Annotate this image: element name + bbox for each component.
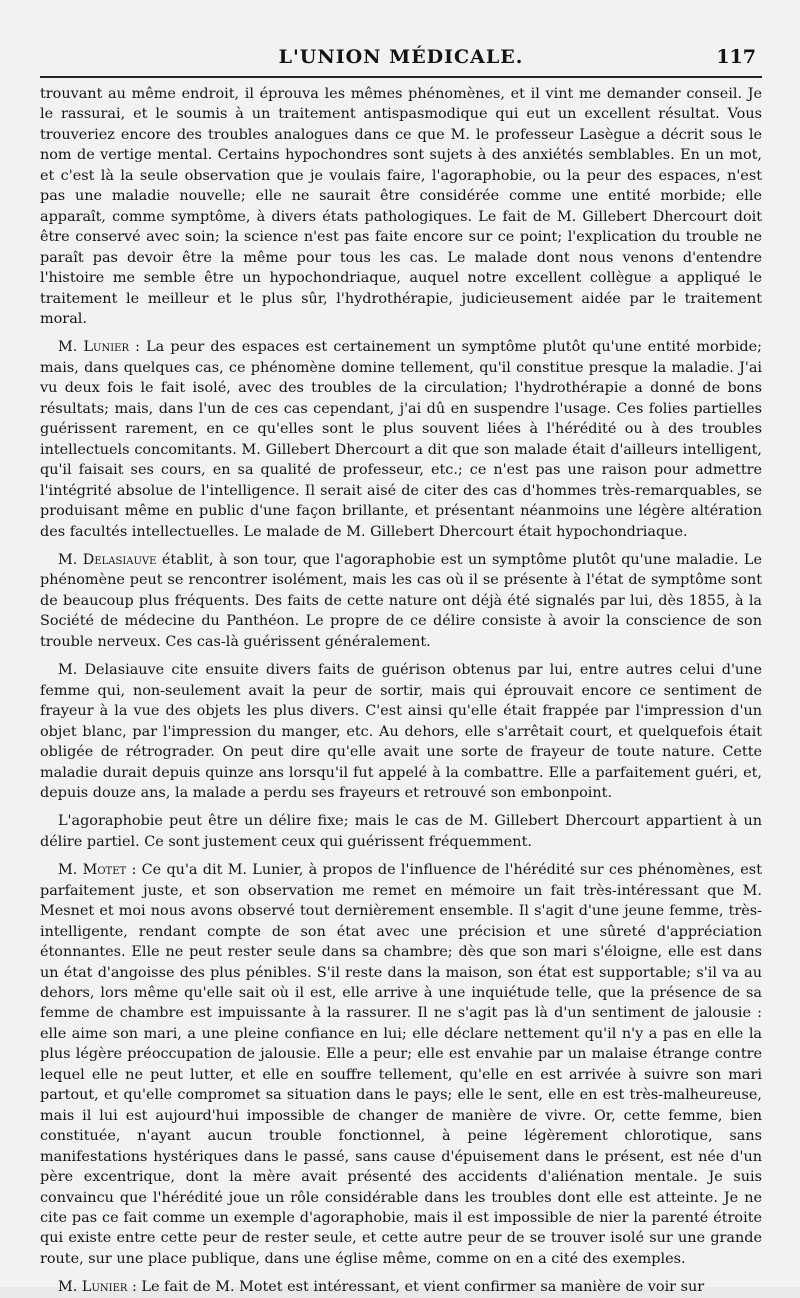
paragraph-text: : La peur des espaces est certainement un symptôme plutôt qu'une entité morbide; mais, dans quelques cas, ce phénomène domine tellement, qu'il constitue presque la maladie. J'ai vu deux fois le fait isolé, avec des troubles de la circulation; l'hydrothérapie a donné de bons résultats; mais, dans l'un de ces cas cependant, j'ai dû en suspendre l'usage. Ces folies partielles guérissent rarement, en ce qu'elles sont le plus souvent liées à l'hérédité ou à des troubles intellectuels concomitants. M. Gillebert Dhercourt a dit que son malade était d'ailleurs intelligent, qu'il faisait ses cours, en sa qualité de professeur, etc.; ce n'est pas une raison pour admettre l'intégrité absolue de l'intelligence. Il serait aisé de citer des cas d'hommes très-remarquables, se produisant même en public d'une façon brillante, et présentant néanmoins une légère altération des facultés intellectuelles. Le malade de M. Gillebert Dhercourt était hypochondriaque. xyxy=(40,339,762,540)
speaker-name: M. Motet xyxy=(58,862,127,879)
speaker-name: M. Lunier xyxy=(58,1279,128,1296)
article-body xyxy=(40,84,762,1298)
paragraph xyxy=(40,811,762,852)
paragraph-text: L'agoraphobie peut être un délire fixe; mais le cas de M. Gillebert Dhercourt appartient à un délire partiel. Ce sont justement ceux qui guérissent fréquemment. xyxy=(40,813,762,850)
paragraph xyxy=(40,860,762,1269)
page-number: 117 xyxy=(716,46,756,68)
speaker-name: M. Lunier xyxy=(58,339,129,356)
paragraph xyxy=(40,550,762,652)
paragraph-text: établit, à son tour, que l'agoraphobie est un symptôme plutôt qu'une maladie. Le phénomène peut se rencontrer isolément, mais les cas où il se présente à l'état de symptôme sont de beaucoup plus fréquents. Des faits de cette nature ont déjà été signalés par lui, dès 1855, à la Société de médecine du Panthéon. Le propre de ce délire consiste à avoir la conscience de son trouble nerveux. Ces cas-là guérissent généralement. xyxy=(40,551,762,650)
paragraph-text: : Le fait de M. Motet est intéressant, et vient confirmer sa manière de voir sur xyxy=(127,1279,705,1296)
paragraph xyxy=(40,337,762,542)
paragraph-text: trouvant au même endroit, il éprouva les mêmes phénomènes, et il vint me demander conseil. Je le rassurai, et le soumis à un traitement antispasmodique qui eut un excellent résultat. Vous trouveriez encore des troubles analogues dans ce que M. le professeur Lasègue a décrit sous le nom de vertige mental. Certains hypochondres sont sujets à des anxiétés semblables. En un mot, et c'est là la seule observation que je voulais faire, l'agoraphobie, ou la peur des espaces, n'est pas une maladie nouvelle; elle ne saurait être considérée comme une entité morbide; elle apparaît, comme symptôme, à divers états pathologiques. Le fait de M. Gillebert Dhercourt doit être conservé avec soin; la science n'est pas faite encore sur ce point; l'explication du trouble ne paraît pas devoir être la même pour tous les cas. Le malade dont nous venons d'entendre l'histoire me semble être un hypochondriaque, auquel notre excellent collègue a appliqué le traitement le meilleur et le plus sûr, l'hydrothérapie, judicieusement aidée par le traitement moral. xyxy=(40,86,762,327)
paragraph-text: : Ce qu'a dit M. Lunier, à propos de l'influence de l'hérédité sur ces phénomènes, est parfaitement juste, et son observation me remet en mémoire un fait très-intéressant que M. Mesnet et moi nous avons observé tout dernièrement ensemble. Il s'agit d'une jeune femme, très-intelligente, rendant compte de son état avec une précision et une sûreté d'appréciation étonnantes. Elle ne peut rester seule dans sa chambre; dès que son mari s'éloigne, elle est dans un état d'angoisse des plus pénibles. S'il reste dans la maison, son état est supportable; s'il va au dehors, lors même qu'elle sait où il est, elle arrive à une inquiétude telle, que la présence de sa femme de chambre est impuissante à la rassurer. Il ne s'agit pas là d'un sentiment de jalousie : elle aime son mari, a une pleine confiance en lui; elle déclare nettement qu'il n'y a pas en elle la plus légère préoccupation de jalousie. Elle a peur; elle est envahie par un malaise étrange contre lequel elle ne peut lutter, et elle en souffre tellement, qu'elle en est arrivée à suivre son mari partout, et qu'elle compromet sa situation dans le pays; elle le sent, elle en est très-malheureuse, mais il lui est aujourd'hui impossible de changer de manière de vivre. Or, cette femme, bien constituée, n'ayant aucun trouble fonctionnel, à peine légèrement chlorotique, sans manifestations hystériques dans le passé, sans cause d'épuisement dans le présent, est née d'un père excentrique, dont la mère avait présenté des accidents d'aliénation mentale. Je suis convaincu que l'hérédité joue un rôle considérable dans les troubles dont elle est atteinte. Je ne cite pas ce fait comme un exemple d'agoraphobie, mais il est impossible de nier la parenté étroite qui existe entre cette peur de rester seule, et cette autre peur de se trouver isolé sur une grande route, sur une place publique, dans une église même, comme on en a cité des exemples. xyxy=(40,862,762,1267)
paragraph-text: M. Delasiauve cite ensuite divers faits de guérison obtenus par lui, entre autres celui d'une femme qui, non-seulement avait la peur de sortir, mais qui éprouvait encore ce sentiment de frayeur à la vue des objets les plus divers. C'est ainsi qu'elle était frappée par l'impression d'un objet blanc, par l'impression du manger, etc. Au dehors, elle s'arrêtait court, et quelquefois était obligée de rétrograder. On peut dire qu'elle avait une sorte de frayeur de toute nature. Cette maladie durait depuis quinze ans lorsqu'il fut appelé à la combattre. Elle a parfaitement guéri, et, depuis douze ans, la malade a perdu ses frayeurs et retrouvé son embonpoint. xyxy=(40,662,762,801)
paragraph xyxy=(40,84,762,329)
speaker-name: M. Delasiauve xyxy=(58,551,157,568)
page-header xyxy=(40,42,762,78)
paragraph xyxy=(40,660,762,803)
paragraph xyxy=(40,1277,762,1297)
journal-title: L'UNION MÉDICALE. xyxy=(278,46,524,68)
